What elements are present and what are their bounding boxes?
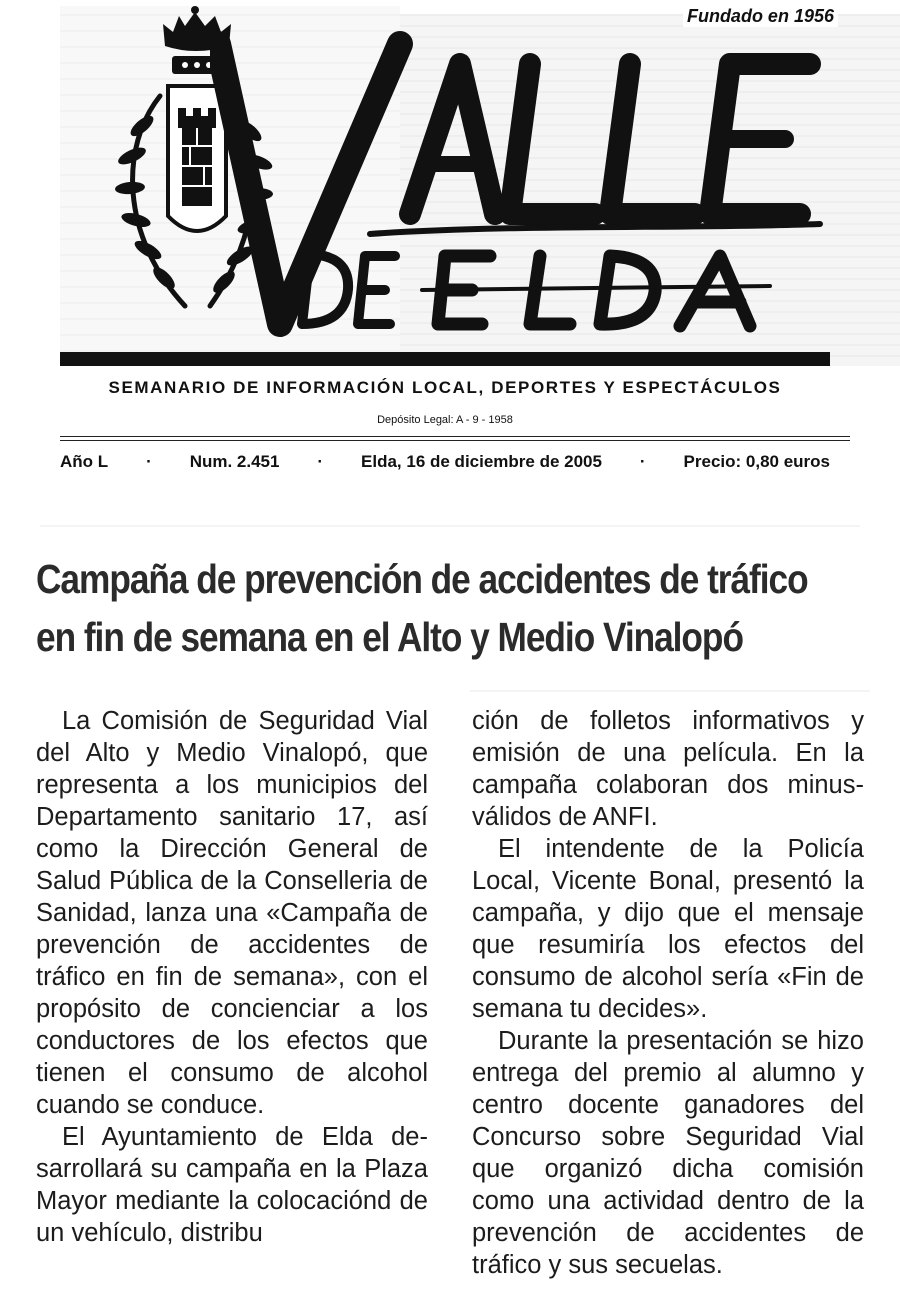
masthead xyxy=(60,6,850,476)
bleed-through-trace xyxy=(470,690,870,692)
paragraph-continued: ción de folletos informativos y emisión de una película. En la campaña colaboran dos minusválidos de ANFI. xyxy=(472,707,864,831)
article-column-right xyxy=(472,705,864,1281)
issue-price: Precio: 0,80 euros xyxy=(683,452,830,471)
newspaper-logo xyxy=(210,24,850,344)
issue-separator: · xyxy=(146,452,152,471)
article-column-left xyxy=(36,705,428,1249)
issue-number: Num. 2.451 xyxy=(189,452,280,471)
issue-separator: · xyxy=(639,452,646,471)
issue-line xyxy=(60,452,830,472)
paragraph: El Ayuntamiento de Elda desarrollará su campaña en la Plaza Mayor mediante la colocaciónd de un vehículo, distribu xyxy=(36,1123,428,1247)
masthead-rule xyxy=(60,352,830,366)
bleed-through-trace xyxy=(40,525,860,527)
masthead-divider-bottom xyxy=(60,440,850,441)
masthead-subtitle: SEMANARIO DE INFORMACIÓN LOCAL, DEPORTES Y ESPECTÁCULOS xyxy=(108,378,782,397)
issue-year: Año L xyxy=(60,452,109,471)
issue-separator: · xyxy=(317,452,324,471)
paragraph: La Comisión de Seguridad Vial del Alto y Medio Vinalopó, que representa a los municipios del Departamento sanitario 17, así como la Dirección General de Salud Pública de la Conselleria de Sanidad, lanza una «Campaña de prevención de accidentes de tráfico en fin de semana», con el propósito de concienciar a los conductores de los efectos que tienen el consumo de alcohol cuando se conduce. xyxy=(36,707,428,1119)
article-headline xyxy=(36,550,879,666)
headline-line-1: Campaña de prevención de accidentes de tráfico xyxy=(36,556,808,602)
founded-label: Fundado en 1956 xyxy=(683,6,838,27)
issue-place-date: Elda, 16 de diciembre de 2005 xyxy=(361,452,602,471)
paragraph: Durante la presentación se hizo entrega del premio al alumno y centro docente ganadores del Concurso sobre Seguridad Vial que organizó dicha comisión como una actividad dentro de la prevención de accidentes de tráfico y sus secuelas. xyxy=(472,1027,864,1279)
masthead-divider-top xyxy=(60,436,850,437)
paragraph: El intendente de la Policía Local, Vicente Bonal, presentó la campaña, y dijo que el mensaje que resumiría los efectos del consumo de alcohol sería «Fin de semana tu decides». xyxy=(472,835,864,1023)
headline-line-2: en fin de semana en el Alto y Medio Vinalopó xyxy=(36,614,743,660)
legal-deposit: Depósito Legal: A - 9 - 1958 xyxy=(377,414,513,426)
